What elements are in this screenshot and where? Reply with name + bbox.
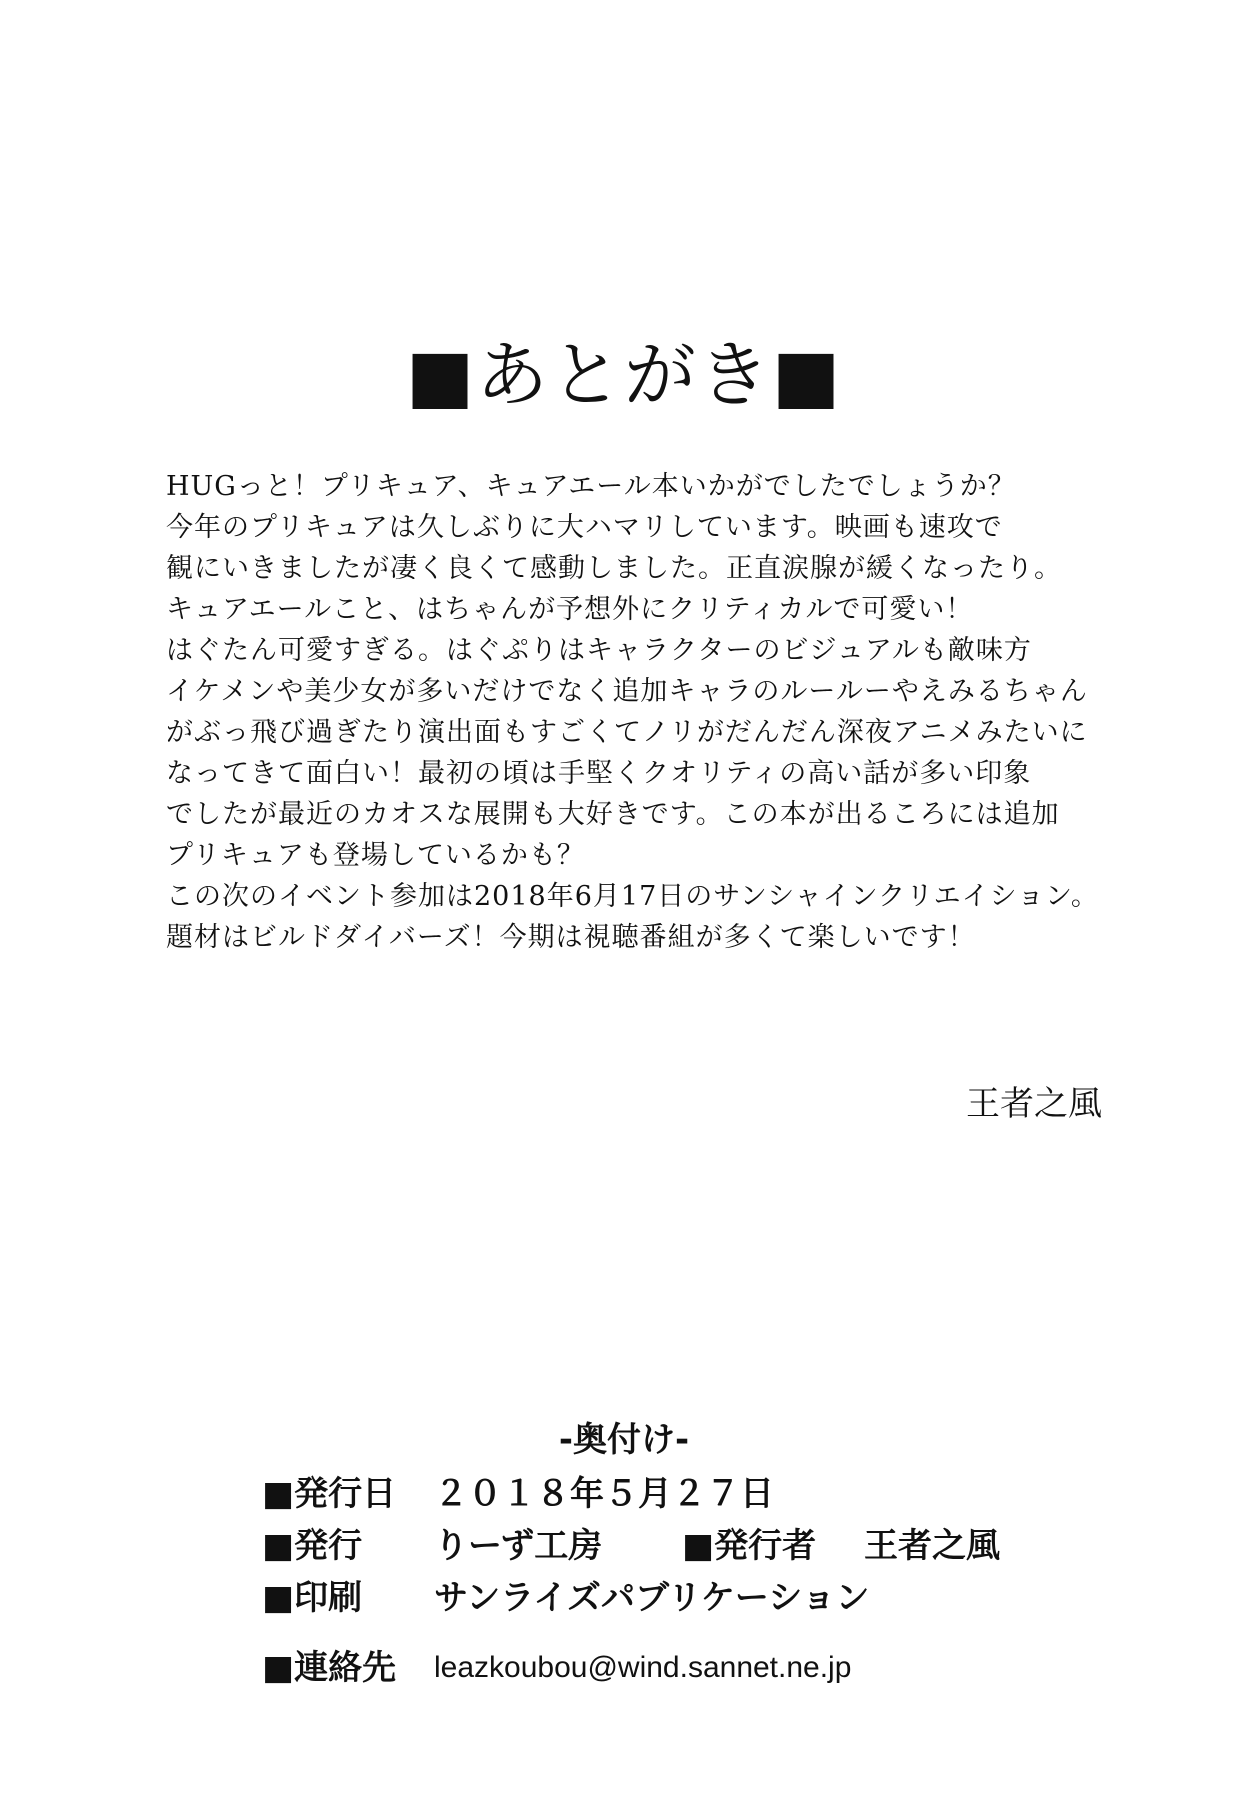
body-line: なってきて面白い！最初の頃は手堅くクオリティの高い話が多い印象 xyxy=(166,758,1032,789)
afterword-title: ■あとがき■ xyxy=(405,333,843,417)
body-line: キュアエールこと、はちゃんが予想外にクリティカルで可愛い！ xyxy=(166,594,974,625)
body-line: この次のイベント参加は2018年6月17日のサンシャインクリエイション。 xyxy=(166,881,1099,912)
body-line: プリキュアも登場しているかも？ xyxy=(166,840,585,871)
body-line: 題材はビルドダイバーズ！今期は視聴番組が多くて楽しいです！ xyxy=(166,922,976,953)
author-signature: 王者之風 xyxy=(966,1084,1102,1124)
publisher-label: ■発行 xyxy=(262,1526,363,1566)
body-line: HUGっと！プリキュア、キュアエール本いかがでしたでしょうか？ xyxy=(166,471,1016,502)
issue-date-label: ■発行日 xyxy=(262,1474,397,1514)
contact-label: ■連絡先 xyxy=(262,1648,397,1688)
body-line: はぐたん可愛すぎる。はぐぷりはキャラクターのビジュアルも敵味方 xyxy=(166,635,1032,666)
body-line: がぶっ飛び過ぎたり演出面もすごくてノリがだんだん深夜アニメみたいに xyxy=(166,717,1088,748)
body-line: 観にいきましたが凄く良くて感動しました。正直涙腺が緩くなったり。 xyxy=(166,553,1062,584)
colophon-title: -奥付け- xyxy=(558,1420,690,1460)
body-line: イケメンや美少女が多いだけでなく追加キャラのルールーやえみるちゃん xyxy=(166,676,1088,707)
contact-email: leazkoubou@wind.sannet.ne.jp xyxy=(434,1651,852,1684)
body-line: 今年のプリキュアは久しぶりに大ハマリしています。映画も速攻で xyxy=(166,512,1003,543)
publisher-value: りーず工房 xyxy=(434,1526,603,1566)
issuer-label: ■発行者 xyxy=(682,1526,817,1566)
printer-label: ■印刷 xyxy=(262,1578,363,1618)
printer-value: サンライズパブリケーション xyxy=(434,1578,870,1618)
body-line: でしたが最近のカオスな展開も大好きです。この本が出るころには追加 xyxy=(166,799,1060,830)
issuer-value: 王者之風 xyxy=(864,1526,1000,1566)
afterword-body xyxy=(166,466,1106,958)
issue-date-value: ２０１８年５月２７日 xyxy=(434,1474,774,1514)
